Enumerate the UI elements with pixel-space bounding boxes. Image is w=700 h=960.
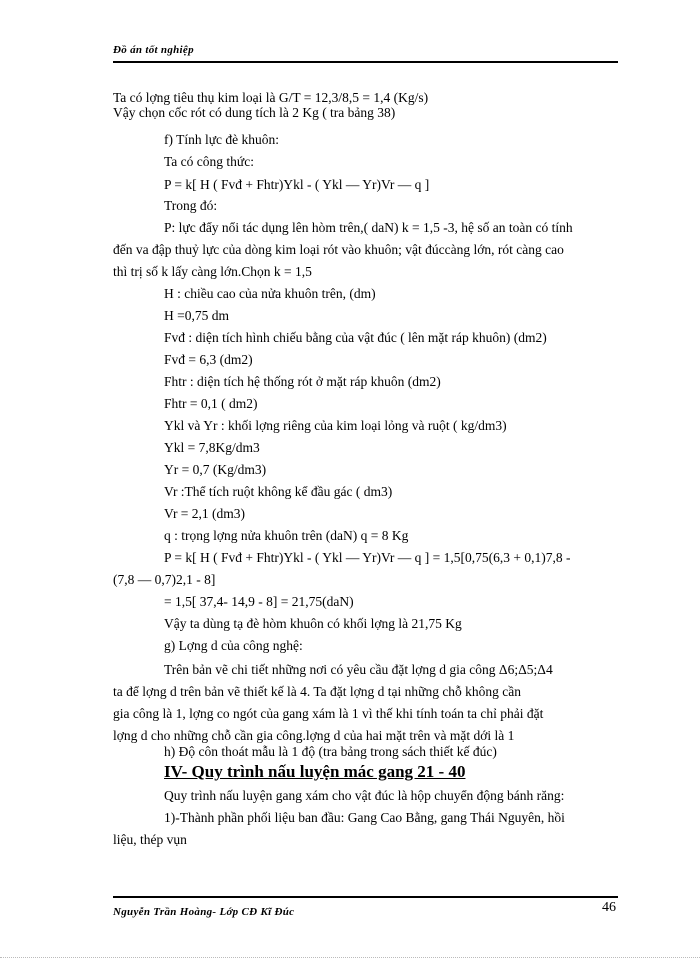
formula-line: P = k[ H ( Fvđ + Fhtr)Ykl - ( Ykl — Yr)Vr — q ] = 1,5[0,75(6,3 + 0,1)7,8 -	[164, 550, 571, 565]
text-line: Vậy chọn cốc rót có dung tích là 2 Kg ( tra bảng 38)	[113, 105, 396, 120]
footer-author: Nguyễn Trần Hoàng- Lớp CĐ Kĩ Đúc	[113, 906, 295, 918]
text-line: gia công là 1, lợng co ngót của gang xám là 1 vì thế khi tính toán ta chỉ phải đặt	[113, 706, 544, 721]
header-rule	[113, 61, 618, 63]
text-line: liệu, thép vụn	[113, 832, 187, 847]
section-heading: IV- Quy trình nấu luyện mác gang 21 - 40	[164, 762, 466, 781]
page-bottom-border	[0, 957, 700, 958]
text-line: Vr = 2,1 (dm3)	[164, 506, 246, 521]
text-line: Fhtr = 0,1 ( dm2)	[164, 396, 258, 411]
text-line: Ta có lợng tiêu thụ kim loại là G/T = 12,3/8,5 = 1,4 (Kg/s)	[113, 90, 429, 105]
text-line: 1)-Thành phần phối liệu ban đầu: Gang Cao Bằng, gang Thái Nguyên, hồi	[164, 810, 565, 825]
page-header-title: Đồ án tốt nghiệp	[113, 44, 194, 56]
text-line: g) Lợng d của công nghệ:	[164, 638, 303, 653]
page-number: 46	[602, 900, 616, 915]
text-line: Yr = 0,7 (Kg/dm3)	[164, 462, 267, 477]
text-line: H : chiều cao của nửa khuôn trên, (dm)	[164, 286, 376, 301]
text-line: Fhtr : diện tích hệ thống rót ở mặt ráp khuôn (dm2)	[164, 374, 441, 389]
text-line: h) Độ côn thoát mẫu là 1 độ (tra bảng trong sách thiết kế đúc)	[164, 744, 497, 759]
text-line: f) Tính lực đè khuôn:	[164, 132, 280, 147]
footer-rule	[113, 896, 618, 898]
formula-line: = 1,5[ 37,4- 14,9 - 8] = 21,75(daN)	[164, 594, 354, 609]
text-line: Trên bản vẽ chi tiết những nơi có yêu cầu đặt lợng d gia công Δ6;Δ5;Δ4	[164, 662, 553, 677]
text-line: Ta có công thức:	[164, 154, 254, 169]
text-line: P: lực đẩy nổi tác dụng lên hòm trên,( daN) k = 1,5 -3, hệ số an toàn có tính	[164, 220, 573, 235]
text-line: Quy trình nấu luyện gang xám cho vật đúc là hộp chuyển động bánh răng:	[164, 788, 565, 803]
text-line: H =0,75 dm	[164, 308, 229, 323]
text-line: Vr :Thể tích ruột không kể đầu gác ( dm3)	[164, 484, 393, 499]
text-line: Ykl và Yr : khối lợng riêng của kim loại lỏng và ruột ( kg/dm3)	[164, 418, 507, 433]
text-line: Ykl = 7,8Kg/dm3	[164, 440, 260, 455]
text-line: ta để lợng d trên bản vẽ thiết kế là 4. Ta đặt lợng d tại những chỗ không cần	[113, 684, 522, 699]
formula-line: P = k[ H ( Fvđ + Fhtr)Ykl - ( Ykl — Yr)Vr — q ]	[164, 177, 430, 192]
text-line: Fvđ : diện tích hình chiếu bằng của vật đúc ( lên mặt ráp khuôn) (dm2)	[164, 330, 547, 345]
text-line: q : trọng lợng nửa khuôn trên (daN) q = 8 Kg	[164, 528, 409, 543]
formula-line: (7,8 — 0,7)2,1 - 8]	[113, 572, 216, 587]
text-line: Fvđ = 6,3 (dm2)	[164, 352, 253, 367]
text-line: lợng d cho những chỗ cần gia công.lợng d của hai mặt trên và mặt dới là 1	[113, 728, 515, 743]
text-line: đến va đập thuỷ lực của dòng kim loại rót vào khuôn; vật đúccàng lớn, rót càng cao	[113, 242, 564, 257]
text-line: Trong đó:	[164, 198, 218, 213]
text-line: Vậy ta dùng tạ đè hòm khuôn có khối lợng là 21,75 Kg	[164, 616, 462, 631]
text-line: thì trị số k lấy càng lớn.Chọn k = 1,5	[113, 264, 312, 279]
